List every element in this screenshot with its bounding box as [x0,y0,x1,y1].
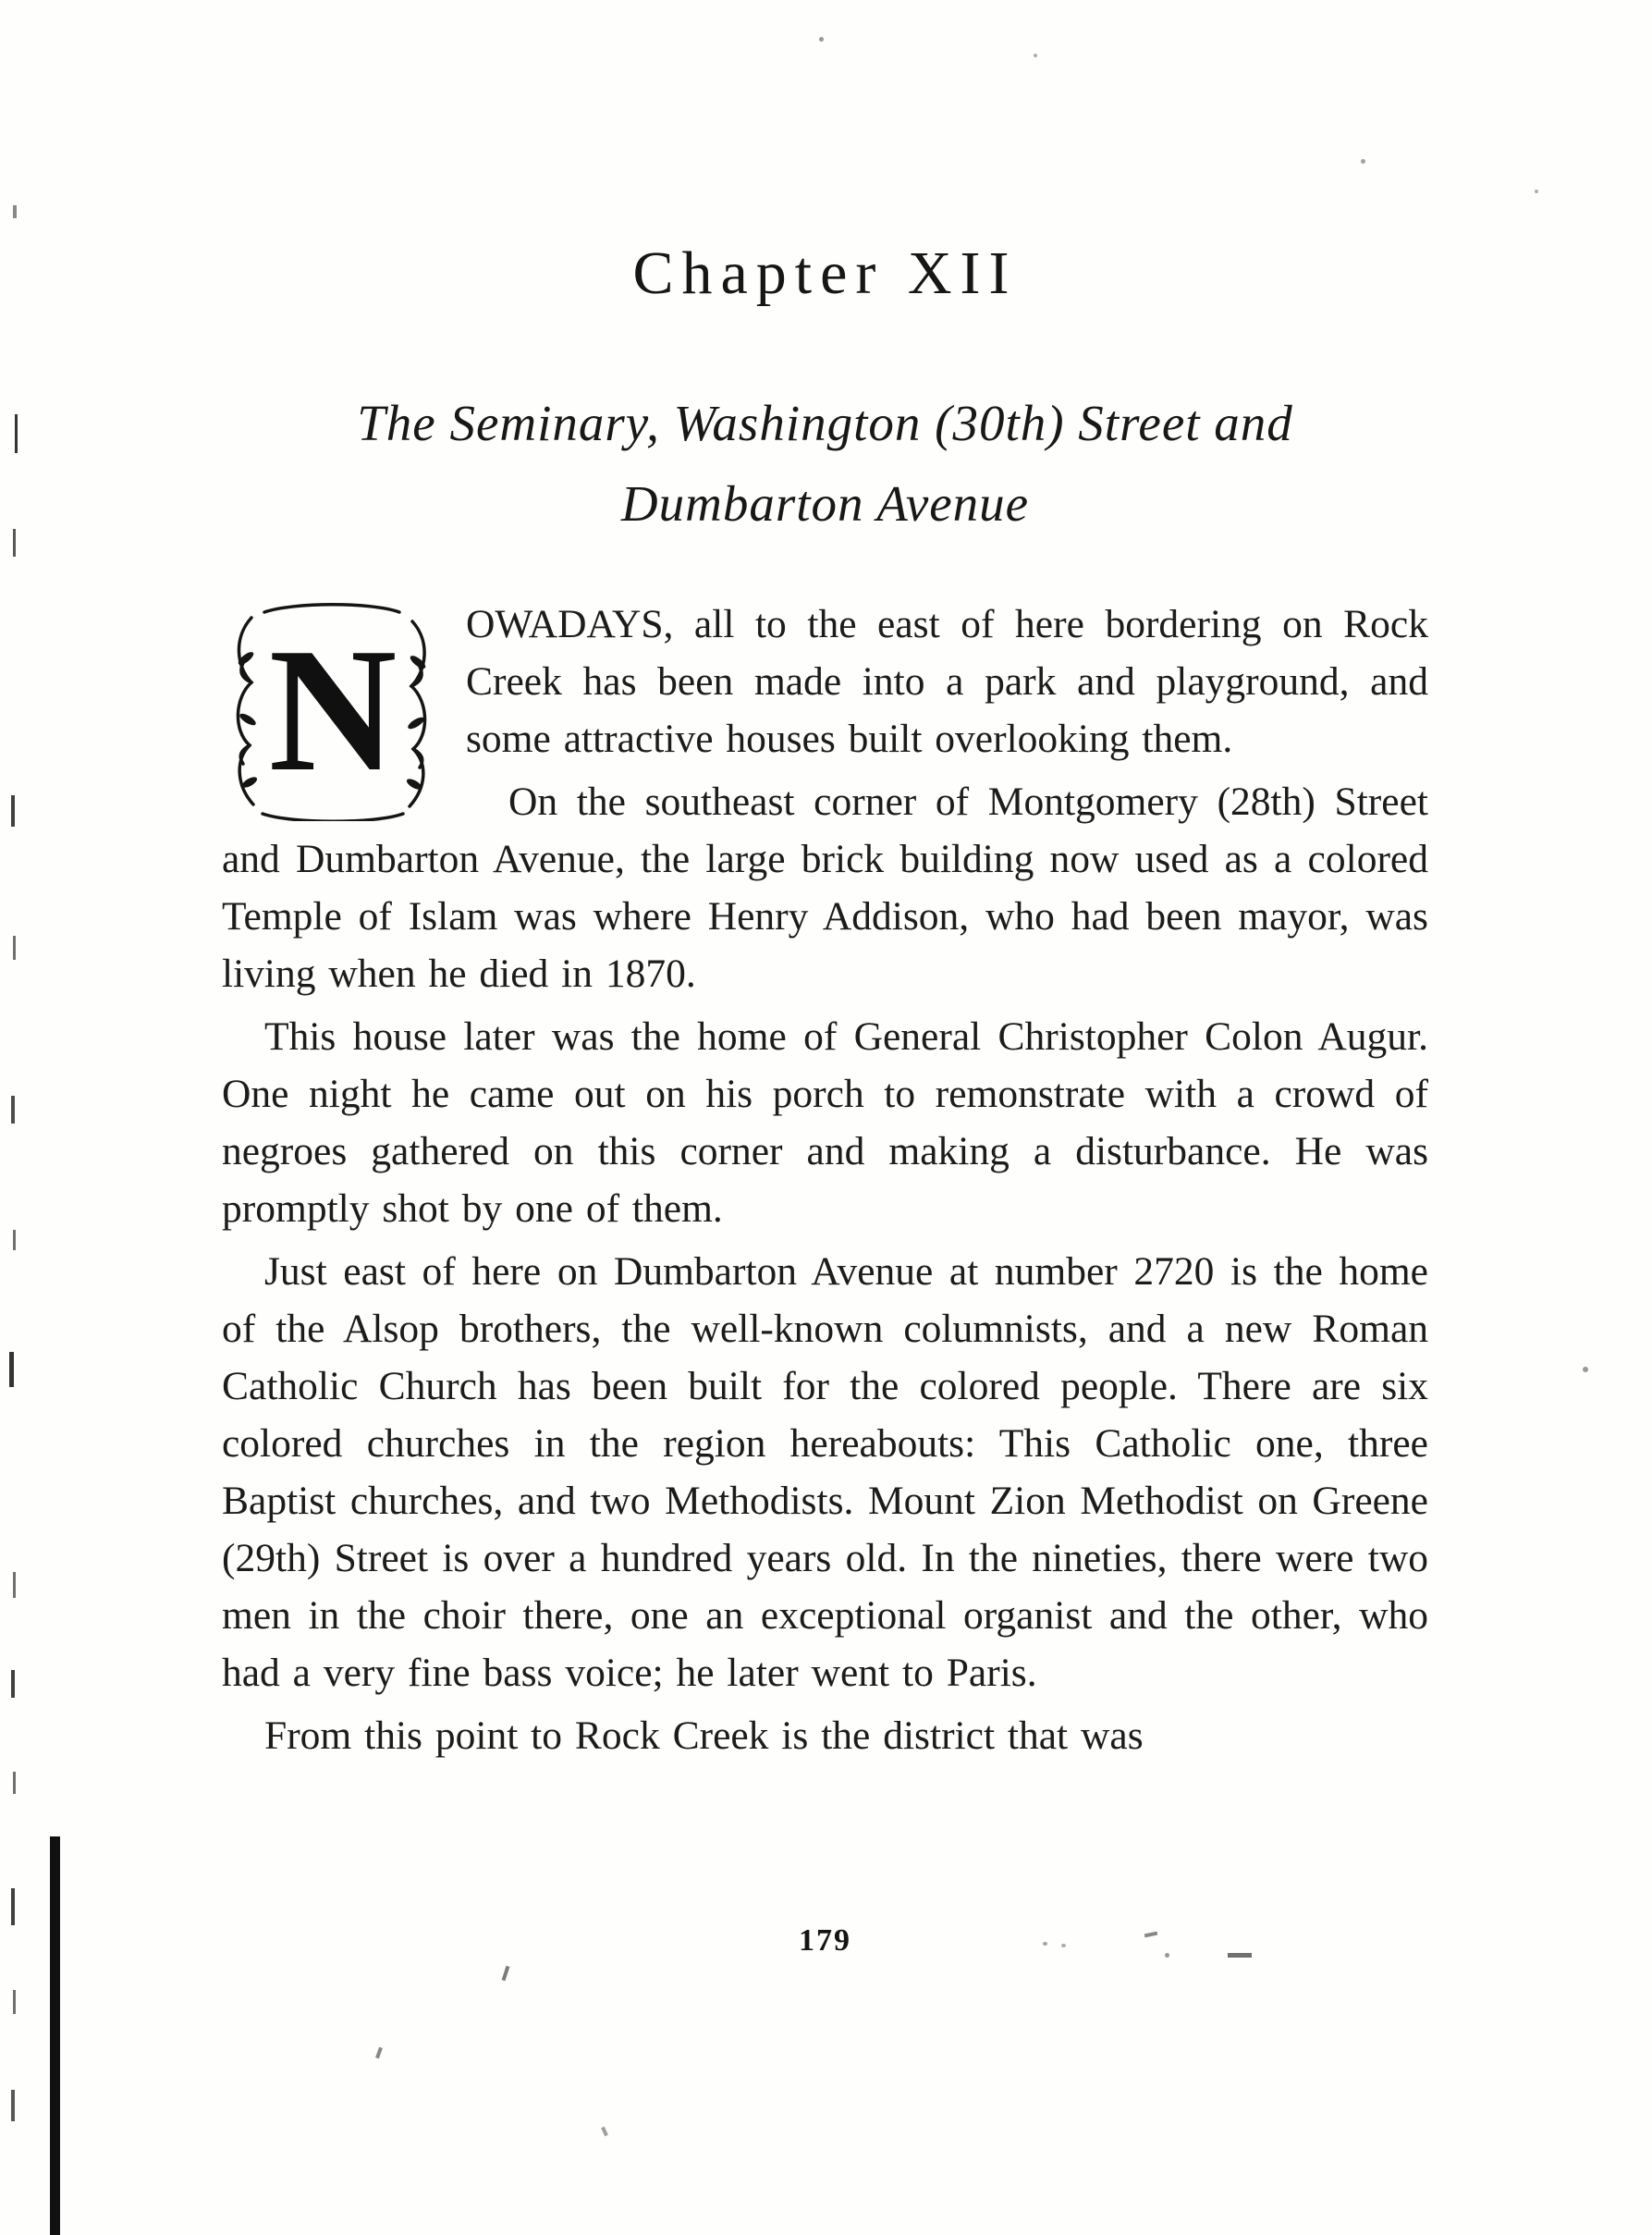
scan-artifact [1583,1367,1588,1372]
scan-artifact [13,529,16,557]
scan-artifact [11,1096,15,1124]
scan-artifact [502,1966,510,1981]
scan-artifact [11,2090,15,2121]
chapter-title-line-2: Dumbarton Avenue [620,475,1030,532]
scan-artifact [13,1230,16,1250]
scan-artifact [50,1836,60,2235]
chapter-title [222,383,1428,544]
decorative-initial-art [222,601,444,821]
scan-artifact [13,1990,16,2014]
paragraph-4: Just east of here on Dumbarton Avenue at number 2720 is the home of the Alsop brothers, the well-known columnists, and a new Roman Catholic Church has been built for the colored people. There are six colored churches in the region hereabouts: This Catholic one, three Baptist churches, and two Methodists. Mount Zion Methodist on Greene (29th) Street is over a hundred years old. In the nineties, there were two men in the choir there, one an exceptional organist and the other, who had a very fine bass voice; he later went to Paris. [222,1249,1428,1695]
paragraph-text: OWADAYS, all to the east of here bordering on Rock Creek has been made into a park and playground, and some attractive houses built overlooking them. [466,602,1428,761]
scan-artifact [11,1670,15,1698]
paragraph-1 [222,596,1428,808]
scan-artifact [819,37,824,42]
scan-artifact [13,205,17,218]
scan-artifact [1361,159,1365,164]
scan-artifact [1535,190,1538,193]
scan-artifact [601,2127,608,2137]
scan-artifact [15,414,18,453]
scan-artifact [11,1888,15,1925]
page-number: 179 [799,1923,851,1958]
initial-letter: N [268,611,398,808]
scan-artifact [9,1352,14,1387]
chapter-title-line-1: The Seminary, Washington (30th) Street and [357,395,1293,451]
chapter-heading: Chapter XII [632,239,1018,307]
scan-artifact [13,1572,16,1598]
scan-artifact [1034,54,1037,57]
scan-artifact [13,936,16,960]
paragraph-5: From this point to Rock Creek is the district that was [264,1713,1144,1758]
decorative-initial [222,601,444,821]
text-block [222,239,1428,1770]
scan-artifact [11,795,15,827]
scan-artifact [375,2047,383,2059]
scan-artifact [13,1772,16,1794]
paragraph-3: This house later was the home of General Christopher Colon Augur. One night he came out on his porch to remonstrate with a crowd of negroes gathered on this corner and making a disturbance. He was promptly shot by one of them. [222,1014,1428,1231]
paragraph-2: On the southeast corner of Montgomery (28th) Street and Dumbarton Avenue, the large brick building now used as a colored Temple of Islam was where Henry Addison, who had been mayor, was living when he died in 1870. [222,780,1428,996]
